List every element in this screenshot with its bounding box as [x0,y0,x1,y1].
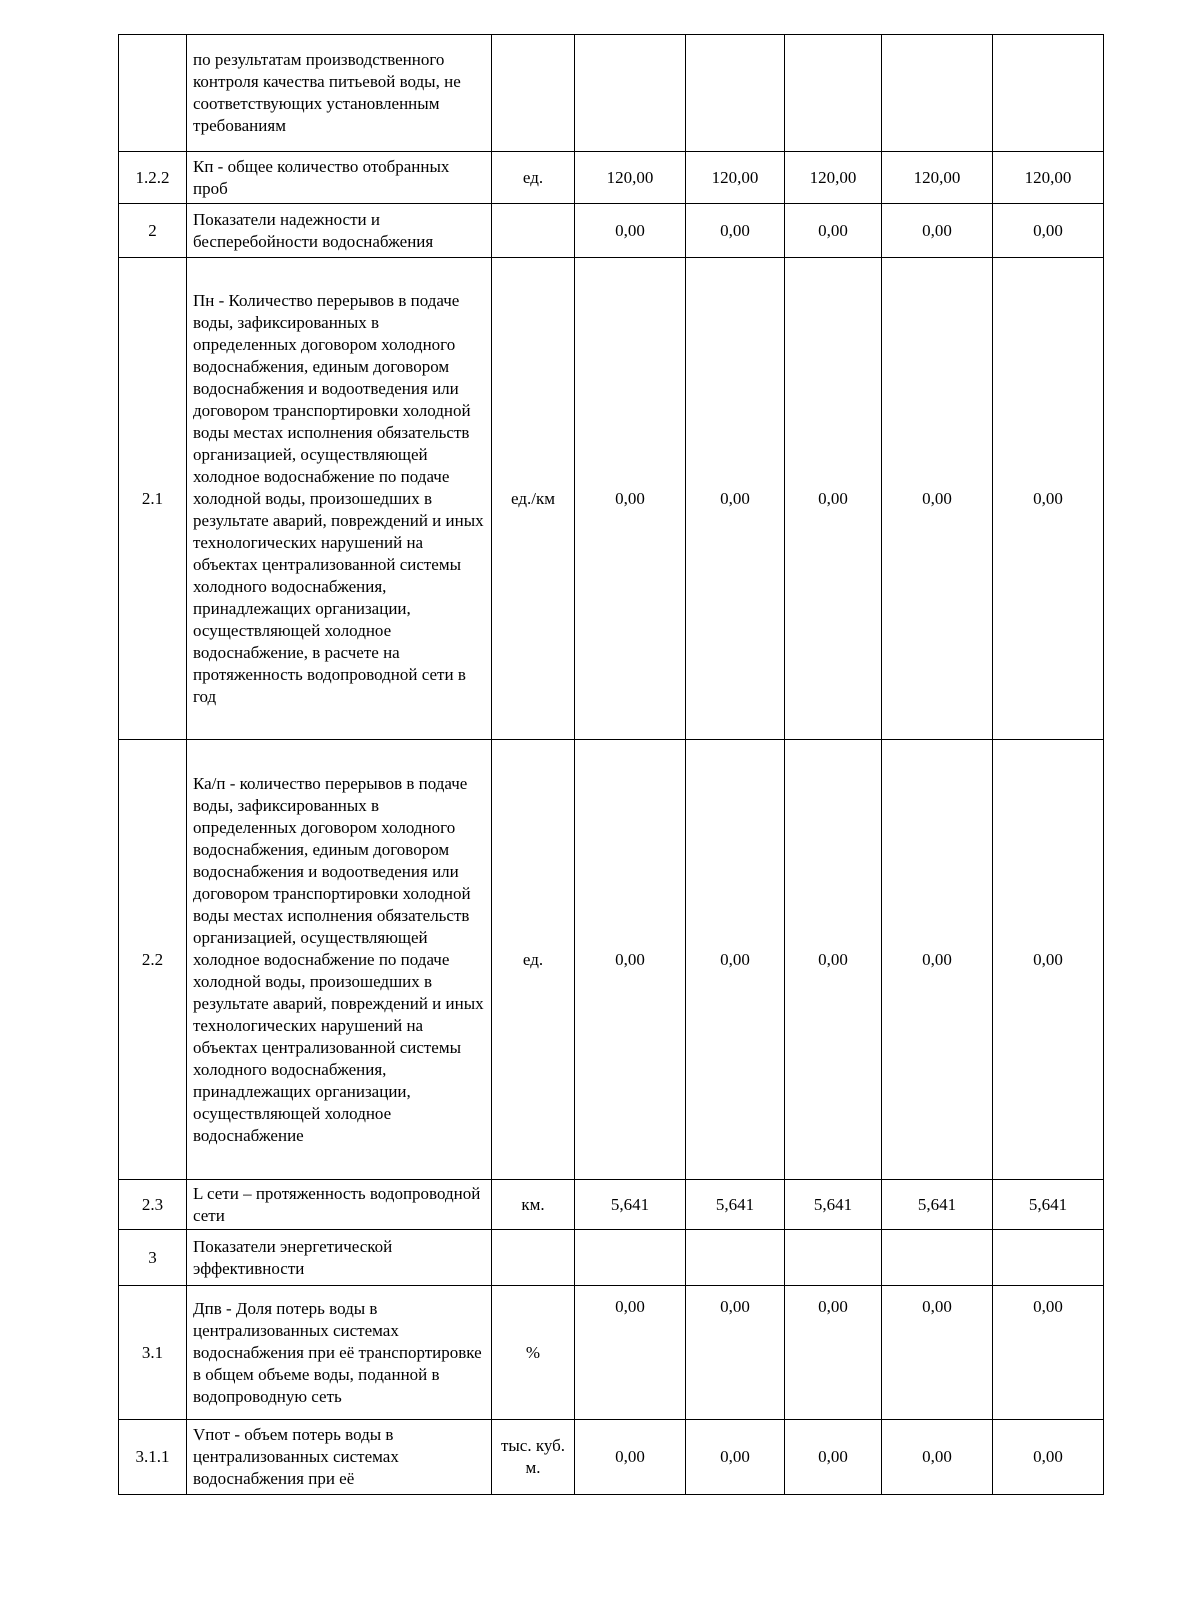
row-value [882,1230,993,1286]
row-description: L сети – протяженность водопроводной сети [187,1180,492,1230]
row-number [119,35,187,152]
row-unit: ед. [492,152,575,204]
row-value: 0,00 [785,1420,882,1495]
row-value: 0,00 [575,1286,686,1420]
row-value: 0,00 [575,1420,686,1495]
row-value [882,35,993,152]
indicators-table [118,34,1104,1495]
row-value: 5,641 [785,1180,882,1230]
row-value: 0,00 [575,204,686,258]
row-value [686,1230,785,1286]
row-value: 0,00 [785,258,882,740]
row-unit: ед. [492,740,575,1180]
row-value [993,1230,1104,1286]
row-value: 120,00 [785,152,882,204]
row-value: 0,00 [882,1420,993,1495]
row-description: Показатели надежности и бесперебойности водоснабжения [187,204,492,258]
row-value: 0,00 [993,258,1104,740]
row-value [993,35,1104,152]
row-description: Пн - Количество перерывов в подаче воды, зафиксированных в определенных договором холодного водоснабжения, единым договором водоснабжения и водоотведения или договором транспортировки холодной воды местах исполнения обязательств организацией, осуществляющей холодное водоснабжение по подаче холодной воды, произошедших в результате аварий, повреждений и иных технологических нарушений на объектах централизованной системы холодного водоснабжения, принадлежащих организации, осуществляющей холодное водоснабжение, в расчете на протяженность водопроводной сети в год [187,258,492,740]
row-description: Показатели энергетической эффективности [187,1230,492,1286]
row-unit [492,204,575,258]
row-value: 0,00 [686,204,785,258]
table-row [119,740,1104,1180]
row-value [785,1230,882,1286]
row-number: 3.1.1 [119,1420,187,1495]
row-value: 0,00 [785,740,882,1180]
row-number: 3.1 [119,1286,187,1420]
row-unit: ед./км [492,258,575,740]
row-value: 0,00 [785,204,882,258]
row-value: 0,00 [882,1286,993,1420]
row-unit: тыс. куб. м. [492,1420,575,1495]
row-value: 5,641 [882,1180,993,1230]
row-unit: км. [492,1180,575,1230]
table-row [119,258,1104,740]
table-row [119,1420,1104,1495]
row-unit [492,1230,575,1286]
row-value: 0,00 [575,258,686,740]
table-row [119,35,1104,152]
row-description: Кп - общее количество отобранных проб [187,152,492,204]
row-unit: % [492,1286,575,1420]
row-value: 0,00 [686,740,785,1180]
row-value: 5,641 [575,1180,686,1230]
row-value [575,35,686,152]
row-unit [492,35,575,152]
row-description: по результатам производственного контроля качества питьевой воды, не соответствующих установленным требованиям [187,35,492,152]
row-value: 0,00 [993,740,1104,1180]
row-number: 1.2.2 [119,152,187,204]
row-number: 2.1 [119,258,187,740]
row-value: 0,00 [882,740,993,1180]
row-value: 120,00 [575,152,686,204]
row-number: 3 [119,1230,187,1286]
row-value: 0,00 [993,204,1104,258]
row-value [575,1230,686,1286]
row-description: Vпот - объем потерь воды в централизованных системах водоснабжения при её [187,1420,492,1495]
row-number: 2 [119,204,187,258]
row-description: Дпв - Доля потерь воды в централизованных системах водоснабжения при её транспортировке в общем объеме воды, поданной в водопроводную сеть [187,1286,492,1420]
row-value: 0,00 [686,258,785,740]
row-value: 120,00 [686,152,785,204]
table-row [119,204,1104,258]
row-value: 0,00 [993,1420,1104,1495]
row-value: 0,00 [882,258,993,740]
table-row [119,1286,1104,1420]
table-row [119,1180,1104,1230]
row-description: Ка/п - количество перерывов в подаче воды, зафиксированных в определенных договором холодного водоснабжения, единым договором водоснабжения и водоотведения или договором транспортировки холодной воды местах исполнения обязательств организацией, осуществляющей холодное водоснабжение по подаче холодной воды, произошедших в результате аварий, повреждений и иных технологических нарушений на объектах централизованной системы холодного водоснабжения, принадлежащих организации, осуществляющей холодное водоснабжение [187,740,492,1180]
row-value: 0,00 [686,1420,785,1495]
row-value [785,35,882,152]
row-value: 120,00 [993,152,1104,204]
row-number: 2.3 [119,1180,187,1230]
row-value: 5,641 [686,1180,785,1230]
row-value: 0,00 [993,1286,1104,1420]
row-value: 120,00 [882,152,993,204]
row-number: 2.2 [119,740,187,1180]
table-row [119,152,1104,204]
table-row [119,1230,1104,1286]
row-value: 0,00 [575,740,686,1180]
row-value: 0,00 [686,1286,785,1420]
row-value: 5,641 [993,1180,1104,1230]
row-value: 0,00 [882,204,993,258]
row-value [686,35,785,152]
row-value: 0,00 [785,1286,882,1420]
